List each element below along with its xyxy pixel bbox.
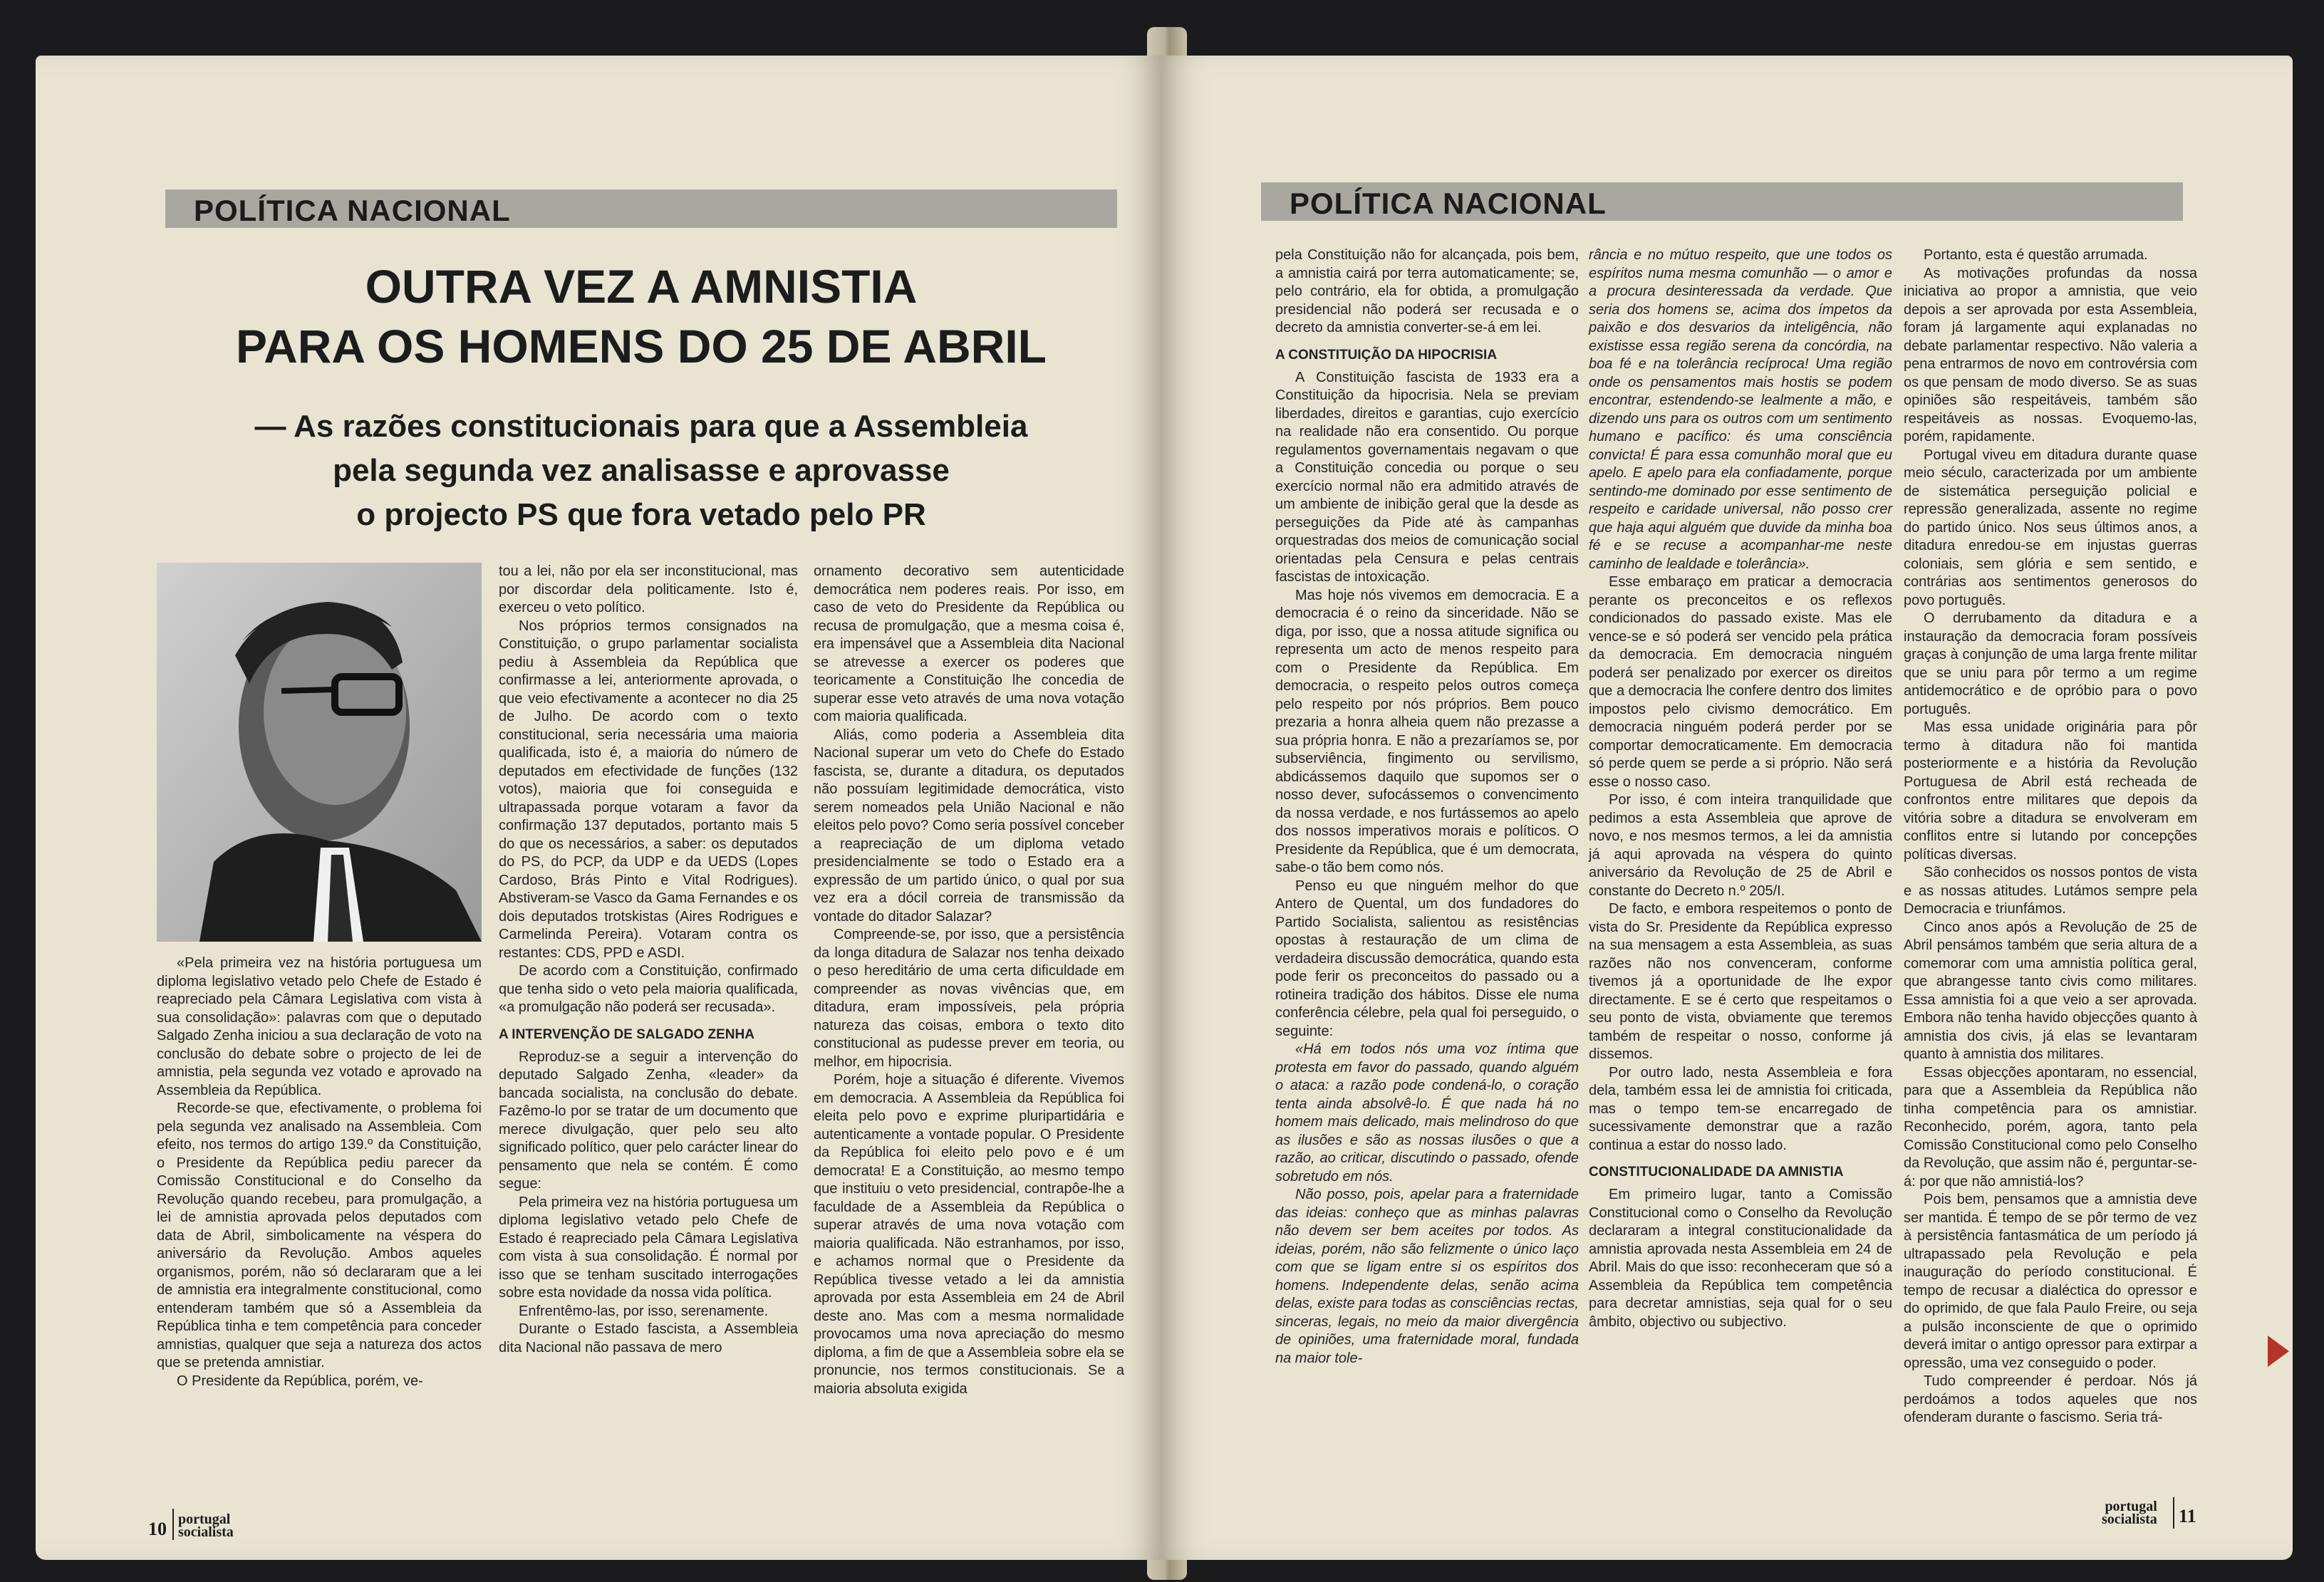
- paragraph: Em primeiro lugar, tanto a Comissão Constitucional como o Conselho da Revolução declararam a integral constitucionalidade da amnistia aprovada nesta Assembleia em 24 de Abril. Mais do que isso: reconheceram que só a Assembleia da República tem competência para decretar amnistias, seja qual for o seu âmbito, objectivo ou subjectivo.: [1589, 1187, 1892, 1330]
- page-number: 11: [2179, 1506, 2196, 1526]
- paragraph: Portugal viveu em ditadura durante quase meio século, caracterizada por um ambiente de sistemática perseguição policial e repressão generalizada, assente no regime do partido único. Nos seus últimos anos, a ditadura enredou-se em injustas guerras coloniais, sem glória e sem sentido, e contrárias aos sentimentos generosos do povo português.: [1904, 447, 2197, 608]
- right-page: [1161, 56, 2293, 1560]
- paragraph: Pela primeira vez na história portuguesa um diploma legislativo vetado pelo Chefe de Estado é reapreciado pela Câmara Legislativa com vista à sua consolidação. É normal por isso que se tenham suscitado interrogações sobre esta novidade da nossa vida política.: [499, 1194, 798, 1301]
- left-page: [36, 56, 1161, 1560]
- paragraph: Porém, hoje a situação é diferente. Vivemos em democracia. A Assembleia da República foi eleita pelo povo e exprime pluripartidária e autenticamente a vontade popular. O Presidente da República foi eleito pelo povo e é um democrata! E a Constituição, ao mesmo tempo que instituiu o veto presidencial, contrapôe-lhe a faculdade de a Assembleia da República o superar através de uma nova votação com maioria qualificada. Não estranhamos, por isso, e achamos normal que o Presidente da República tivesse vetado a lei da amnistia aprovada por esta Assembleia em 24 de Abril deste ano. Mas com a mesma normalidade provocamos uma nova apreciação do mesmo diploma, a fim de que a Assembleia sobre ela se pronuncie, nos termos constitucionais. Se a maioria absoluta exigida: [814, 1072, 1124, 1397]
- paragraph: O derrubamento da ditadura e a instauração da democracia foram possíveis graças à conjunção de uma larga frente militar que se uniu para pôr termo a um regime antidemocrático e de opróbio para o povo português.: [1904, 610, 2197, 717]
- quote-paragraph: «Há em todos nós uma voz íntima que protesta em favor do passado, quando alguém o ataca: a razão pode condená-lo, o coração tenta ainda absolvê-lo. É que nada há no homem mais delicado, mais melindroso do que as ilusões e são as nossas ilusões o que a razão, ao criticar, discutindo o passado, ofende sobretudo em nós.: [1275, 1041, 1579, 1185]
- subheading: A INTERVENÇÃO DE SALGADO ZENHA: [499, 1026, 754, 1042]
- folio-divider: [2173, 1497, 2174, 1529]
- page-number: 10: [148, 1519, 167, 1539]
- paragraph: Compreende-se, por isso, que a persistência da longa ditadura de Salazar nos tenha deixado o peso hereditário de uma certa dificuldade em compreender as novas vivências que, em ditadura, eram impossíveis, pela própria natureza das coisas, embora o texto dito constitucional as pudesse prever em teoria, ou melhor, em hipocrisia.: [814, 927, 1124, 1070]
- paragraph: Durante o Estado fascista, a Assembleia dita Nacional não passava de mero: [499, 1321, 798, 1355]
- quote-paragraph: Não posso, pois, apelar para a fraternidade das ideias: conheço que as minhas palavras não devem ser bem aceites por todos. As ideias, porém, não são felizmente o único laço com que se ligam entre si os espíritos dos homens. Independente delas, senão acima delas, existe para todas as consciências rectas, sinceras, legais, no meio da maior divergência de opiniões, uma fraternidade moral, fundada na maior tole-: [1275, 1187, 1579, 1366]
- portrait-photo: [157, 563, 482, 942]
- article-column: [1904, 246, 2197, 1427]
- subheadline: [171, 405, 1111, 537]
- paragraph: De acordo com a Constituição, confirmado que tenha sido o veto pela maioria qualificada, «a promulgação não poderá ser recusada».: [499, 963, 798, 1015]
- paragraph: Mas hoje nós vivemos em democracia. E a democracia é o reino da sinceridade. Não se diga, por isso, que a nossa atitude significa ou representa um acto de menos respeito para com o Presidente da República. Em democracia, o respeito pelos outros começa pelo respeito por nós próprios. Bem pouco prezaria a honra alheia quem não prezasse a sua própria honra. E não a prezaríamos se, por subserviência, fingimento ou servilismo, abdicássemos daquilo que supomos ser o nosso dever, sufocássemos o convencimento da nossa verdade, e nos furtássemos ao apelo dos nossos imperativos morais e políticos. O Presidente da República, que é um democrata, sabe-o tão bem como nós.: [1275, 587, 1579, 875]
- section-bar: [1261, 182, 2183, 221]
- paragraph: Aliás, como poderia a Assembleia dita Nacional superar um veto do Chefe do Estado fascista, se, durante a ditadura, os deputados não possuíam legitimidade democrática, visto serem nomeados pela União Nacional e não eleitos pelo povo? Como seria possível conceber a reapreciação de um diploma vetado presidencialmente se todo o Estado era a expressão de um partido único, o qual por sua vez era a dócil correia de transmissão da vontade do ditador Salazar?: [814, 727, 1124, 925]
- paragraph: Mas essa unidade originária para pôr termo à ditadura não foi mantida posteriormente e a história da Revolução Portuguesa de Abril está recheada de confrontos entre militares que depois da vitória sobre a ditadura se envolveram em conflitos entre si lutando por concepções políticas diversas.: [1904, 719, 2197, 863]
- logo-line: portugal: [178, 1511, 231, 1527]
- paragraph: O Presidente da República, porém, ve-: [177, 1373, 423, 1389]
- paragraph: Por outro lado, nesta Assembleia e fora dela, também essa lei de amnistia foi criticada, mas o tempo tem-se encarregado de sucessivamente demonstrar que a razão continua a estar do nosso lado.: [1589, 1064, 1892, 1153]
- article-column: [814, 563, 1124, 1398]
- logo-line: socialista: [2102, 1511, 2157, 1527]
- paragraph: Enfrentêmo-las, por isso, serenamente.: [519, 1303, 769, 1319]
- paragraph: As motivações profundas da nossa iniciativa ao propor a amnistia, que veio depois a ser aprovada por esta Assembleia, foram já largamente aqui explanadas no debate parlamentar respectivo. Não valeria a pena entrarmos de novo em controvérsia com os que pensam de modo diverso. Se as suas opiniões são respeitáveis, também são respeitáveis as nossas. Evoquemo-las, porém, rapidamente.: [1904, 265, 2197, 444]
- paragraph: Nos próprios termos consignados na Constituição, o grupo parlamentar socialista pediu à Assembleia da República que confirmasse a lei, anteriormente aprovada, o que veio efectivamente a acontecer no dia 25 de Julho. De acordo com o texto constitucional, seria necessária uma maioria qualificada, isto é, a maioria do número de deputados em efectividade de funções (132 votos), maioria que foi conseguida e ultrapassada porque votaram a favor da confirmação 137 deputados, portanto mais 5 do que os necessários, a saber: os deputados do PS, do PCP, da UDP e da UEDS (Lopes Cardoso, Brás Pinto e Vital Rodrigues). Abstiveram-se Vasco da Gama Fernandes e os dois deputados trotskistas (Aires Rodrigues e Carmelinda Pereira). Votaram contra os restantes: CDS, PPD e ASDI.: [499, 618, 798, 961]
- paragraph: A Constituição fascista de 1933 era a Constituição da hipocrisia. Nela se previam liberdades, direitos e garantias, cujo exercício na realidade não era consentido. Ou porque regulamentos governamentais negavam o que a Constituição concedia ou porque o seu exercício normal não era admitido através de um ambiente de inibição geral que la desde as perseguições da Pide até às campanhas orquestradas dos meios de comunicação social orientadas pela Censura e pelas centrais fascistas de intoxicação.: [1275, 369, 1579, 585]
- paragraph: Penso eu que ninguém melhor do que Antero de Quental, um dos fundadores do Partido Socialista, salientou as resistências opostas à restauração de um clima de verdadeira discussão democrática, quando esta pode ferir os preconceitos do passado ou a rotineira tradição dos hábitos. Disse ele numa conferência célebre, pela qual foi perseguido, o seguinte:: [1275, 878, 1579, 1039]
- continue-arrow-icon: [2268, 1336, 2289, 1367]
- paragraph: Por isso, é com inteira tranquilidade que pedimos a esta Assembleia que aprove de novo, e nos mesmos termos, a lei da amnistia já aqui aprovada na véspera do quinto aniversário da Revolução de 25 de Abril e constante do Decreto n.º 205/I.: [1589, 792, 1892, 899]
- paragraph: tou a lei, não por ela ser inconstitucional, mas por discordar dela politicamente. Isto é, exerceu o veto político.: [499, 563, 798, 615]
- paragraph: Cinco anos após a Revolução de 25 de Abril pensámos também que seria altura de a comemorar com uma amnistia política geral, que abrangesse tanto civis como militares. Essa amnistia foi a que veio a ser aprovada. Embora não tenha havido objecções quanto à amnistia dos civis, já elas se levantaram quanto à amnistia dos militares.: [1904, 919, 2197, 1062]
- paragraph: Recorde-se que, efectivamente, o problema foi pela segunda vez analisado na Assembleia. Com efeito, nos termos do artigo 139.º da Constituição, o Presidente da República pediu parecer da Comissão Constitucional e do Conselho da Revolução quando recebeu, para promulgação, a lei de amnistia aprovada pelos deputados com data de Abril, simbolicamente na véspera do aniversário da Revolução. Ambos aqueles organismos, porém, não só declararam que a lei de amnistia era integralmente constitucional, como entenderam também que só a Assembleia da República tinha e tem competência para conceder amnistias, qualquer que seja a natureza dos actos que se pretenda amnistiar.: [157, 1100, 482, 1370]
- paragraph: pela Constituição não for alcançada, pois bem, a amnistia cairá por terra automaticamente; se, pelo contrário, ela for obtida, a promulgação presidencial não poderá ser recusada e o decreto da amnistia converter-se-á em lei.: [1275, 247, 1579, 335]
- section-title: POLÍTICA NACIONAL: [1290, 187, 1607, 220]
- portrait-photo-image: [157, 563, 482, 942]
- subheading: CONSTITUCIONALIDADE DA AMNISTIA: [1589, 1165, 1844, 1180]
- logo-line: portugal: [2105, 1499, 2157, 1514]
- subheading: A CONSTITUIÇÃO DA HIPOCRISIA: [1275, 347, 1498, 363]
- paragraph: Portanto, esta é questão arrumada.: [1924, 247, 2148, 263]
- article-column: [499, 563, 798, 1357]
- logo-line: socialista: [178, 1524, 234, 1540]
- headline: [150, 256, 1133, 376]
- quote-paragraph: rância e no mútuo respeito, que une todos os espíritos numa mesma comunhão — o amor e a procura desinteressada da verdade. Que seria dos homens se, acima dos ímpetos da paixão e dos desvarios da inteligência, não existisse essa região serena da concórdia, na boa fé e na tolerância recíproca! Uma região onde os pensamentos mais hostis se podem encontrar, estendendo-se lealmente a mão, e dizendo uns para os outros com um sentimento humano e pacífico: és uma consciência convicta! É para essa comunhão moral que eu apelo. E apelo para ela confiadamente, porque sentindo-me dominado por esse sentimento de respeito e caridade universal, não posso crer que haja aqui alguém que duvide da minha boa fé e se recuse a acompanhar-me neste caminho de lealdade e tolerância».: [1589, 247, 1892, 572]
- magazine-spread: [36, 56, 2293, 1560]
- paragraph: Esse embaraço em praticar a democracia perante os preconceitos e os reflexos condicionados do passado existe. Mas ele vence-se e só poderá ser vencido pela prática da democracia. Em democracia ninguém poderá ser penalizado por exercer os direitos que a democracia lhe confere dentro dos limites impostos pelo civismo democrático. Em democracia ninguém poderá perder por se comportar democraticamente. Em democracia só perde quem se perde a si próprio. Não será esse o nosso caso.: [1589, 574, 1892, 790]
- paragraph: De facto, e embora respeitemos o ponto de vista do Sr. Presidente da República expresso na sua mensagem a esta Assembleia, as suas razões não nos convenceram, conforme tivemos já a oportunidade de lhe expor directamente. E se é certo que respeitamos o seu ponto de vista, obviamente que teremos também de respeitar o nosso, conforme já dissemos.: [1589, 901, 1892, 1062]
- folio-divider: [172, 1509, 174, 1540]
- paragraph: Essas objecções apontaram, no essencial, para que a Assembleia da República não tinha competência para os amnistiar. Reconhecido, porém, agora, tanto pela Comissão Constitucional como pelo Conselho da Revolução, que assim não é, perguntar-se-á: por que não amnistiá-los?: [1904, 1064, 2197, 1190]
- headline-line: PARA OS HOMENS DO 25 DE ABRIL: [235, 320, 1047, 373]
- paragraph: São conhecidos os nossos pontos de vista e as nossas atitudes. Lutámos sempre pela Democracia e triunfámos.: [1904, 865, 2197, 917]
- article-column: [157, 954, 482, 1390]
- paragraph: ornamento decorativo sem autenticidade democrática nem poderes reais. Por isso, em caso de veto do Presidente da República ou recusa de promulgação, que a mesma coisa é, era impensável que a Assembleia dita Nacional se atrevesse a exercer os poderes que teoricamente a Constituição lhe concedia de superar esse veto através de uma nova votação com maioria qualificada.: [814, 563, 1124, 724]
- publication-logo: [2102, 1500, 2157, 1526]
- paragraph: Reproduz-se a seguir a intervenção do deputado Salgado Zenha, «leader» da bancada socialista, na conclusão do debate. Fazêmo-lo por se tratar de um documento que merece divulgação, quer pelo seu alto significado político, quer pelo carácter linear do pensamento que nela se contém. É como segue:: [499, 1048, 798, 1192]
- section-title: POLÍTICA NACIONAL: [194, 194, 511, 227]
- section-bar: [165, 189, 1117, 228]
- paragraph: Tudo compreender é perdoar. Nós já perdoámos a todos aqueles que nos ofenderam durante o fascismo. Seria trá-: [1904, 1373, 2197, 1425]
- paragraph: Pois bem, pensamos que a amnistia deve ser mantida. É tempo de se pôr termo de vez à persistência fantasmática de um período já ultrapassado pela Revolução e pela inauguração do período constitucional. É tempo de recusar a dialéctica do opressor e do oprimido, de que fala Paulo Freire, ou seja a pulsão inconsciente de que o oprimido deverá imitar o antigo opressor para extirpar a opressão, uma vez conseguido o poder.: [1904, 1192, 2197, 1371]
- headline-line: OUTRA VEZ A AMNISTIA: [365, 260, 918, 313]
- article-column: [1275, 246, 1579, 1368]
- subheadline-line: o projecto PS que fora vetado pelo PR: [356, 497, 926, 532]
- article-column: [1589, 246, 1892, 1331]
- subheadline-line: — As razões constitucionais para que a Assembleia: [254, 409, 1028, 444]
- publication-logo: [178, 1513, 234, 1539]
- paragraph: «Pela primeira vez na história portuguesa um diploma legislativo vetado pelo Chefe de Estado é reapreciado pela Câmara Legislativa com vista à sua consolidação»: palavras com que o deputado Salgado Zenha iniciou a sua declaração de voto na conclusão do debate sobre o projecto de lei de amnistia, pela segunda vez votado e aprovado na Assembleia da República.: [157, 955, 482, 1098]
- subheadline-line: pela segunda vez analisasse e aprovasse: [333, 453, 950, 488]
